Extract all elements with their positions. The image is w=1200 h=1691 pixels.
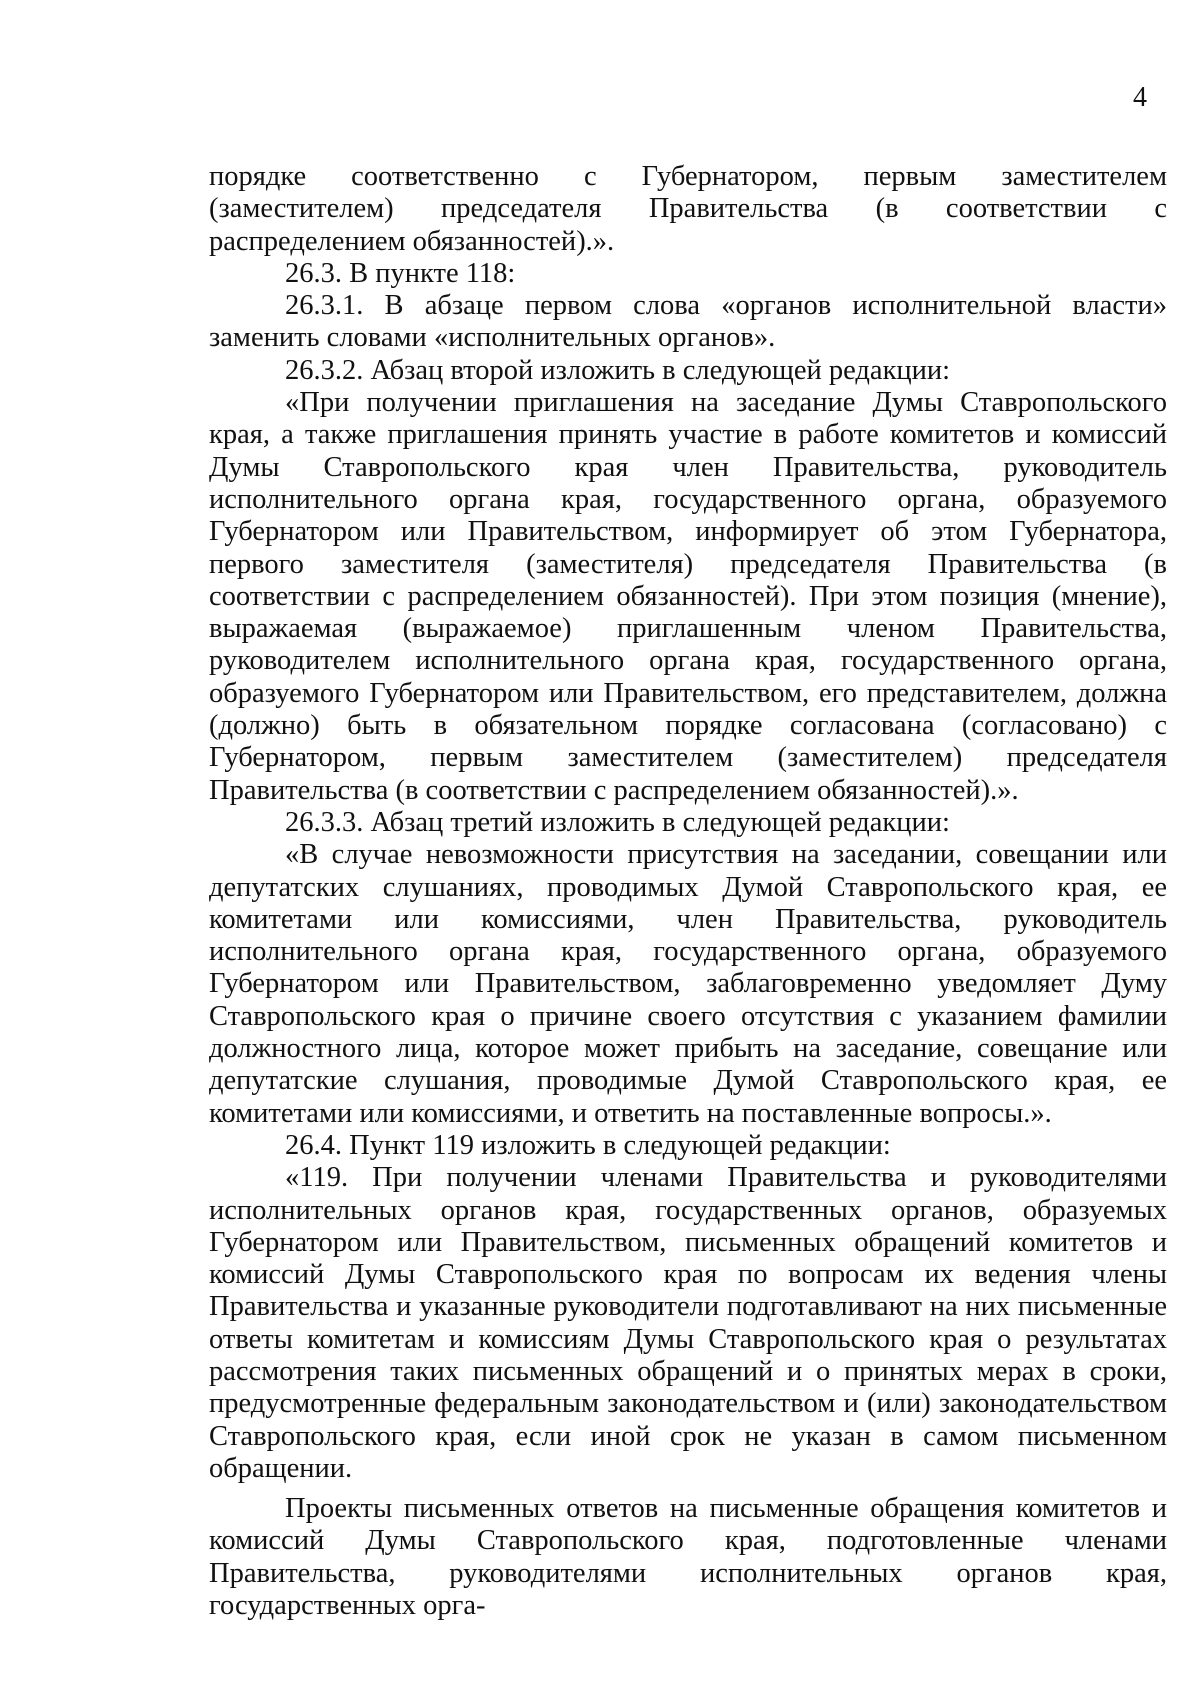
paragraph-item-26-3-2: 26.3.2. Абзац второй изложить в следующей редакции: [285,354,951,386]
paragraph-draft-replies: Проекты письменных ответов на письменные обращения комитетов и комиссий Думы Ставропольского края, подготовленные членами Правительства, руководителями исполнительных органов края, государственных орга- [209,1493,1167,1622]
paragraph-item-26-3: 26.3. В пункте 118: [285,257,516,289]
paragraph-item-26-3-3: 26.3.3. Абзац третий изложить в следующей редакции: [285,806,950,838]
paragraph-item-26-3-1: 26.3.1. В абзаце первом слова «органов исполнительной власти» заменить словами «исполнительных органов». [209,290,1167,354]
paragraph-quote-item-119: «119. При получении членами Правительства и руководителями исполнительных органов края, государственных органов, образуемых Губернатором или Правительством, письменных обращений комитетов и комиссий Думы Ставропольского края по вопросам их ведения члены Правительства и указанные руководители подготавливают на них письменные ответы комитетам и комиссиям Думы Ставропольского края о результатах рассмотрения таких письменных обращений и о принятых мерах в сроки, предусмотренные федеральным законодательством и (или) законодательством Ставропольского края, если иной срок не указан в самом письменном обращении. [209,1162,1167,1484]
paragraph-item-26-4: 26.4. Пункт 119 изложить в следующей редакции: [285,1129,891,1161]
paragraph-continuation: порядке соответственно с Губернатором, первым заместителем (заместителем) председателя Правительства (в соответствии с распределением обязанностей).». [209,161,1167,257]
paragraph-quote-abzac-3: «В случае невозможности присутствия на заседании, совещании или депутатских слушаниях, проводимых Думой Ставропольского края, ее комитетами или комиссиями, член Правительства, руководитель исполнительного органа края, государственного органа, образуемого Губернатором или Правительством, заблаговременно уведомляет Думу Ставропольского края о причине своего отсутствия с указанием фамилии должностного лица, которое может прибыть на заседание, совещание или депутатские слушания, проводимые Думой Ставропольского края, ее комитетами или комиссиями, и ответить на поставленные вопросы.». [209,839,1167,1129]
document-body [209,161,1167,1622]
page-number: 4 [1133,82,1147,113]
paragraph-quote-abzac-2: «При получении приглашения на заседание Думы Ставропольского края, а также приглашения принять участие в работе комитетов и комиссий Думы Ставропольского края член Правительства, руководитель исполнительного органа края, государственного органа, образуемого Губернатором или Правительством, информирует об этом Губернатора, первого заместителя (заместителя) председателя Правительства (в соответствии с распределением обязанностей). При этом позиция (мнение), выражаемая (выражаемое) приглашенным членом Правительства, руководителем исполнительного органа края, государственного органа, образуемого Губернатором или Правительством, его представителем, должна (должно) быть в обязательном порядке согласована (согласовано) с Губернатором, первым заместителем (заместителем) председателя Правительства (в соответствии с распределением обязанностей).». [209,387,1167,806]
